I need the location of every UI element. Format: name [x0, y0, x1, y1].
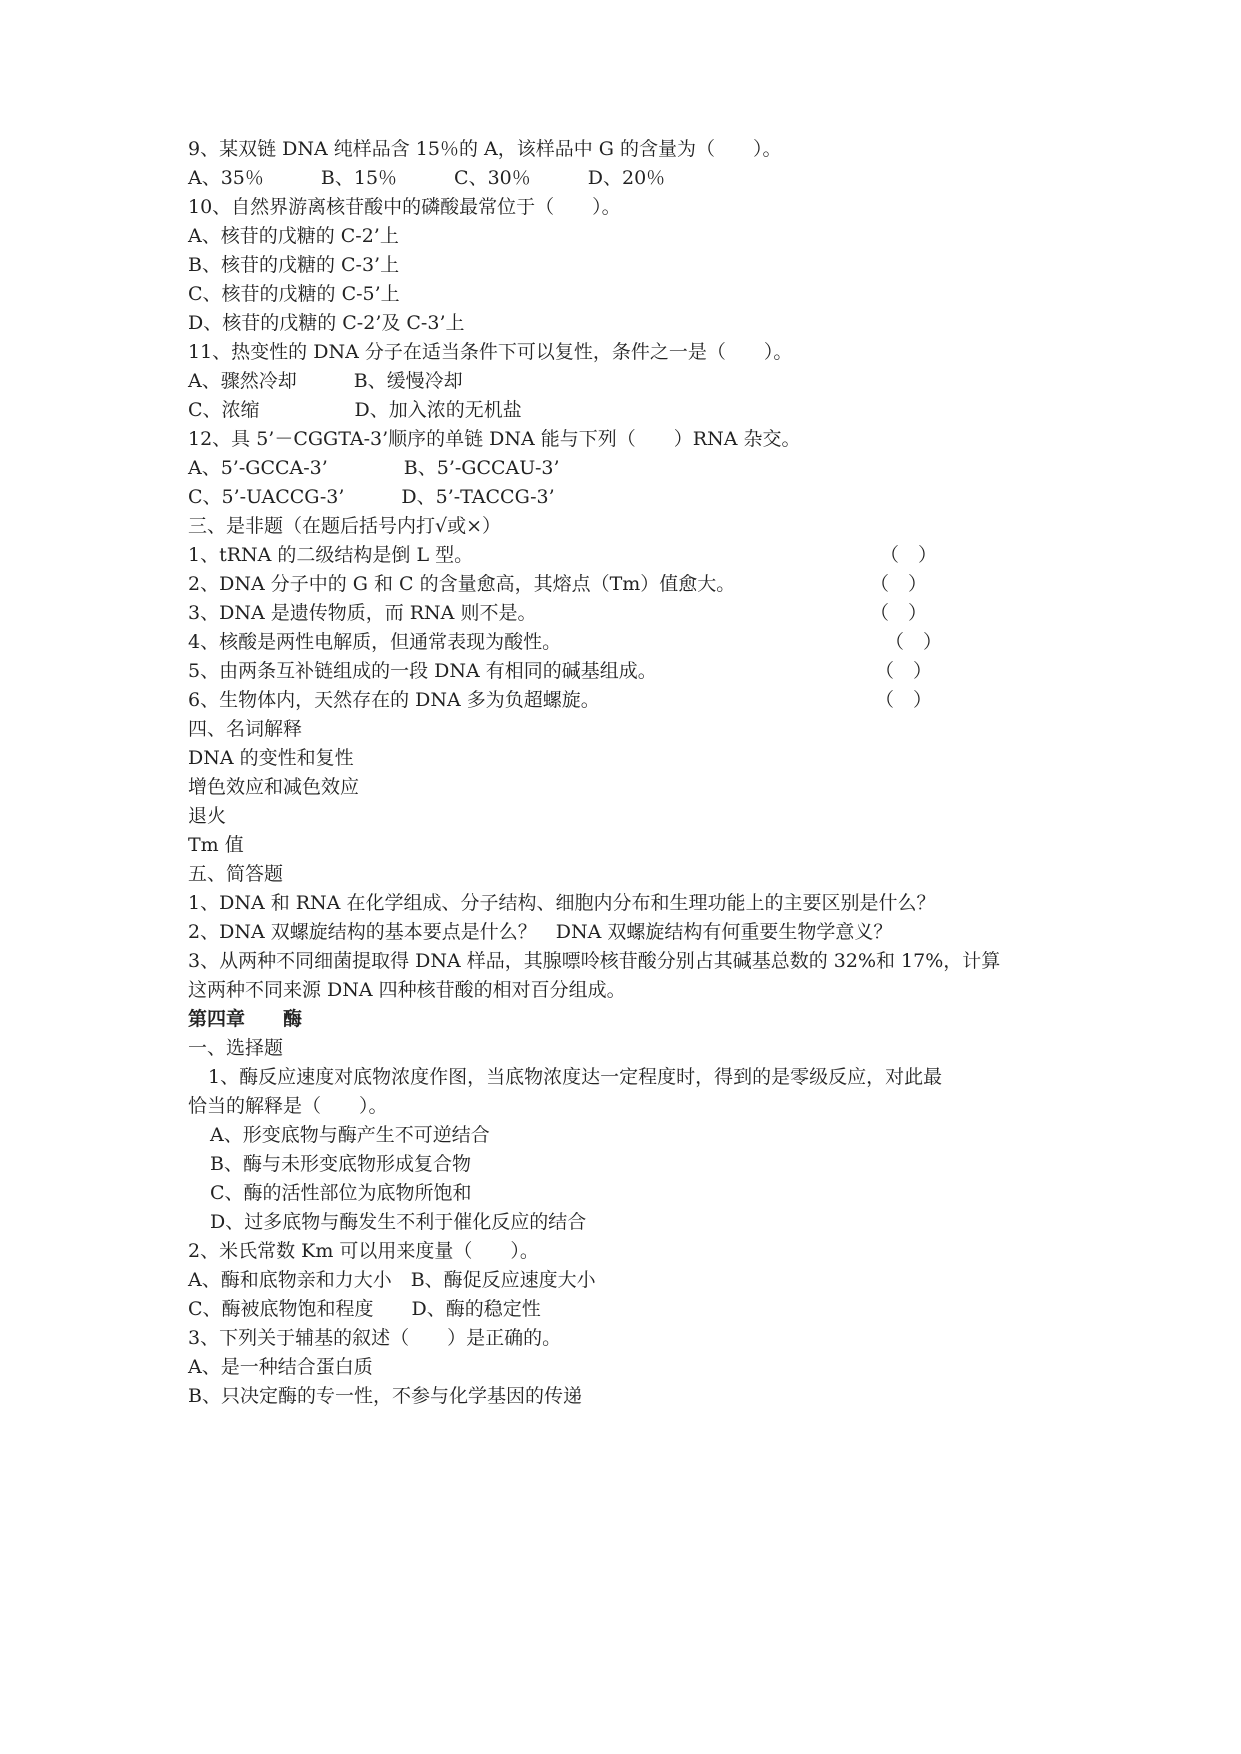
chapter4-question-2: 2、米氏常数 Km 可以用来度量（ ）。 — [188, 1240, 539, 1262]
judge-item: 4、核酸是两性电解质，但通常表现为酸性。 — [188, 631, 562, 653]
answer-parentheses: （ ） — [875, 689, 933, 711]
short-answer-question: 2、DNA 双螺旋结构的基本要点是什么？ DNA 双螺旋结构有何重要生物学意义？ — [188, 921, 893, 943]
question-11: 11、热变性的 DNA 分子在适当条件下可以复性，条件之一是（ ）。 — [188, 341, 793, 363]
question-12: 12、具 5’－CGGTA-3’顺序的单链 DNA 能与下列（ ）RNA 杂交。 — [188, 428, 801, 450]
chapter4-question-2-options-cd: C、酶被底物饱和程度 D、酶的稳定性 — [188, 1298, 541, 1320]
question-10: 10、自然界游离核苷酸中的磷酸最常位于（ ）。 — [188, 196, 621, 218]
question-11-options-ab: A、骤然冷却 B、缓慢冷却 — [188, 370, 463, 392]
question-12-options-cd: C、5’-UACCG-3’ D、5’-TACCG-3’ — [188, 486, 555, 508]
question-9-options: A、35％ B、15％ C、30％ D、20％ — [188, 167, 666, 189]
answer-parentheses: （ ） — [880, 544, 938, 566]
answer-parentheses: （ ） — [885, 631, 943, 653]
judge-item: 6、生物体内，天然存在的 DNA 多为负超螺旋。 — [188, 689, 600, 711]
question-10-option-a: A、核苷的戊糖的 C-2’上 — [188, 225, 399, 247]
answer-parentheses: （ ） — [875, 660, 933, 682]
short-answer-question: 3、从两种不同细菌提取得 DNA 样品，其腺嘌呤核苷酸分别占其碱基总数的 32%和 17%，计算 — [188, 950, 1001, 972]
short-answer-question-continued: 这两种不同来源 DNA 四种核苷酸的相对百分组成。 — [188, 979, 626, 1001]
short-answer-question: 1、DNA 和 RNA 在化学组成、分子结构、细胞内分布和生理功能上的主要区别是什么？ — [188, 892, 936, 914]
chapter4-question-3-option-b: B、只决定酶的专一性，不参与化学基因的传递 — [188, 1385, 582, 1407]
term-item: 增色效应和减色效应 — [188, 776, 360, 798]
chapter4-question-1: 1、酶反应速度对底物浓度作图，当底物浓度达一定程度时，得到的是零级反应，对此最 — [208, 1066, 943, 1088]
section-heading-true-false: 三、是非题（在题后括号内打√或×） — [188, 515, 502, 537]
question-10-option-c: C、核苷的戊糖的 C-5’上 — [188, 283, 400, 305]
chapter4-question-1-option-a: A、形变底物与酶产生不可逆结合 — [210, 1124, 490, 1146]
judge-item: 2、DNA 分子中的 G 和 C 的含量愈高，其熔点（Tm）值愈大。 — [188, 573, 736, 595]
question-9: 9、某双链 DNA 纯样品含 15％的 A，该样品中 G 的含量为（ ）。 — [188, 138, 782, 160]
chapter4-question-2-options-ab: A、酶和底物亲和力大小 B、酶促反应速度大小 — [188, 1269, 596, 1291]
chapter4-question-1-option-b: B、酶与未形变底物形成复合物 — [210, 1153, 471, 1175]
question-12-options-ab: A、5’-GCCA-3’ B、5’-GCCAU-3’ — [188, 457, 560, 479]
section-heading-terms: 四、名词解释 — [188, 718, 303, 740]
judge-item: 3、DNA 是遗传物质，而 RNA 则不是。 — [188, 602, 537, 624]
section-heading-short-answer: 五、简答题 — [188, 863, 284, 885]
section-heading-choice: 一、选择题 — [188, 1037, 284, 1059]
chapter4-question-1-option-c: C、酶的活性部位为底物所饱和 — [210, 1182, 472, 1204]
question-11-options-cd: C、浓缩 D、加入浓的无机盐 — [188, 399, 522, 421]
question-10-option-b: B、核苷的戊糖的 C-3’上 — [188, 254, 400, 276]
judge-item: 5、由两条互补链组成的一段 DNA 有相同的碱基组成。 — [188, 660, 657, 682]
question-10-option-d: D、核苷的戊糖的 C-2’及 C-3’上 — [188, 312, 465, 334]
judge-item: 1、tRNA 的二级结构是倒 L 型。 — [188, 544, 474, 566]
term-item: Tm 值 — [188, 834, 244, 856]
chapter-title: 第四章 酶 — [188, 1008, 303, 1030]
term-item: 退火 — [188, 805, 227, 827]
chapter4-question-3: 3、下列关于辅基的叙述（ ）是正确的。 — [188, 1327, 562, 1349]
answer-parentheses: （ ） — [870, 573, 928, 595]
chapter4-question-3-option-a: A、是一种结合蛋白质 — [188, 1356, 373, 1378]
chapter4-question-1-continued: 恰当的解释是（ ）。 — [188, 1095, 388, 1117]
answer-parentheses: （ ） — [870, 602, 928, 624]
term-item: DNA 的变性和复性 — [188, 747, 354, 769]
chapter4-question-1-option-d: D、过多底物与酶发生不利于催化反应的结合 — [210, 1211, 587, 1233]
